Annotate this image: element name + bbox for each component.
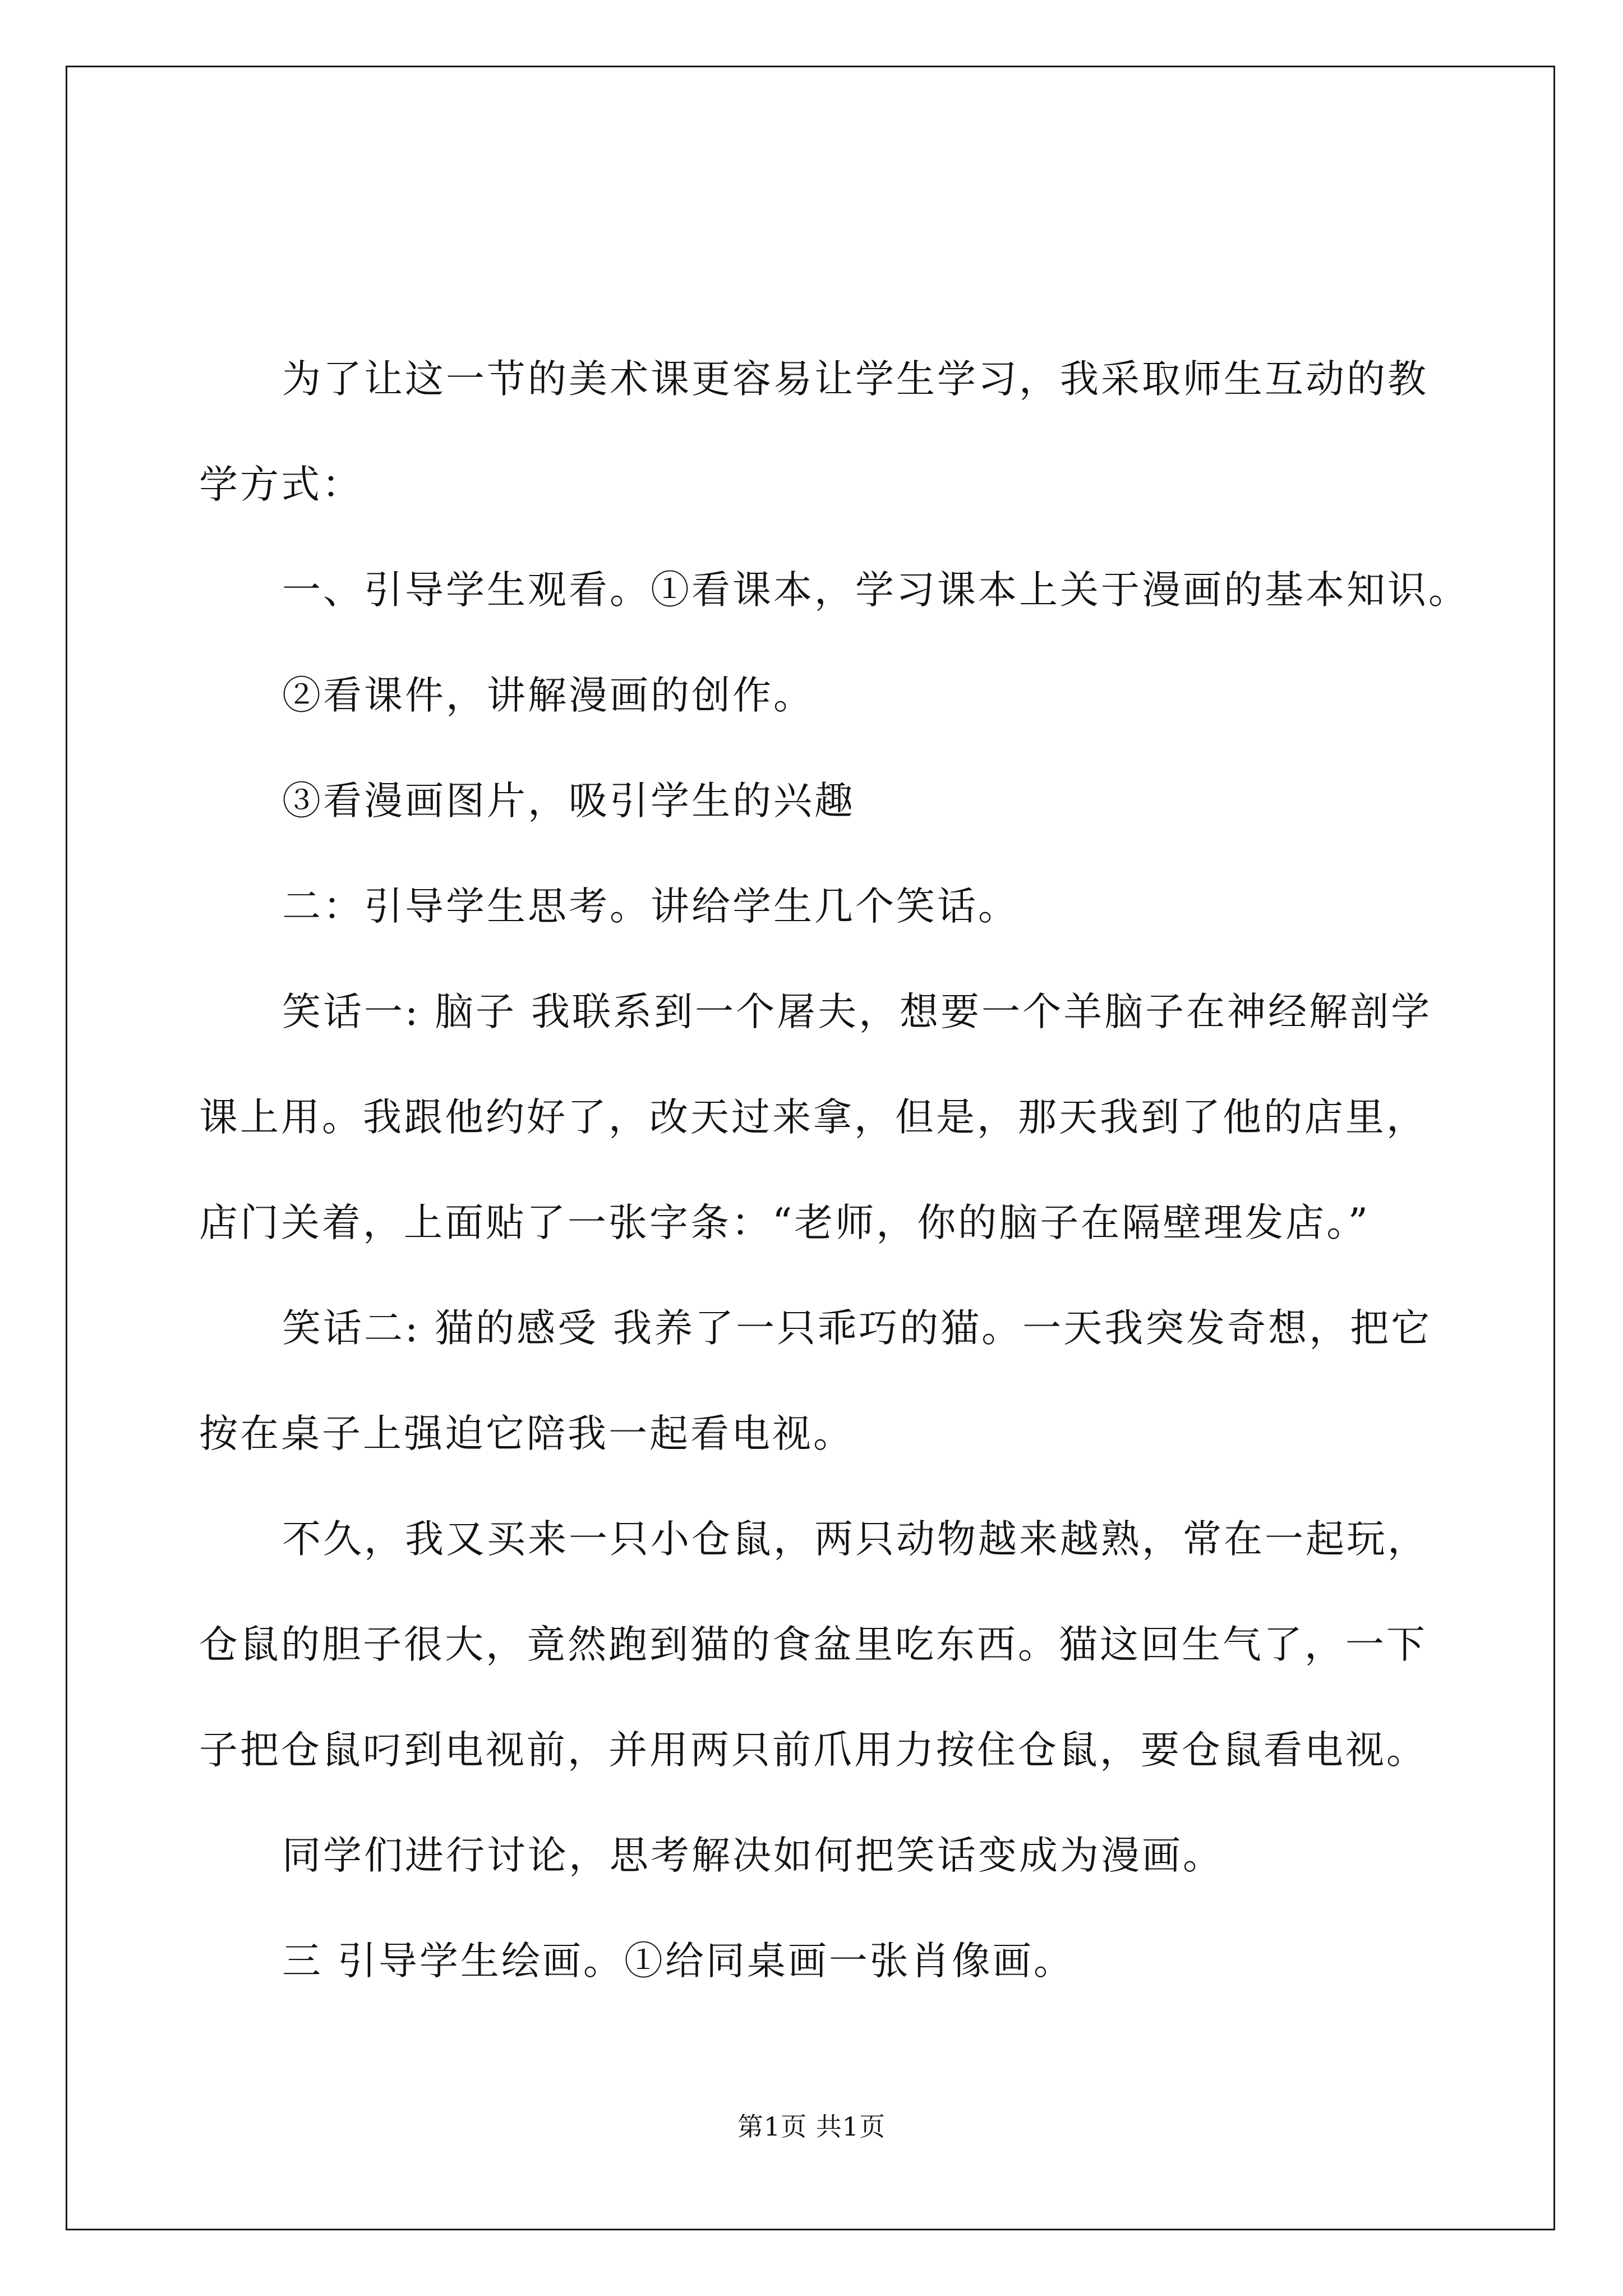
- paragraph-4: [199, 748, 1455, 854]
- paragraph-10: [199, 1908, 1455, 2014]
- paragraph-line: 子把仓鼠叼到电视前，并用两只前爪用力按住仓鼠，要仓鼠看电视。: [199, 1728, 1427, 1773]
- paragraph-line: 笑话二: 猫的感受 我养了一只乖巧的猫。一天我突发奇想，把它: [282, 1306, 1432, 1351]
- paragraph-line: 二：引导学生思考。讲给学生几个笑话。: [282, 884, 1019, 929]
- paragraph-8: [199, 1487, 1455, 1803]
- paragraph-line: 店门关着，上面贴了一张字条：“老师，你的脑子在隔壁理发店。”: [199, 1200, 1371, 1245]
- paragraph-line: 不久，我又买来一只小仓鼠，两只动物越来越熟，常在一起玩，: [282, 1517, 1428, 1562]
- document-body: [199, 326, 1469, 2014]
- paragraph-6: [199, 959, 1455, 1276]
- paragraph-line: 为了让这一节的美术课更容易让学生学习，我采取师生互动的教: [282, 357, 1428, 402]
- paragraph-3: [199, 643, 1455, 748]
- paragraph-7: [199, 1276, 1455, 1487]
- paragraph-9: [199, 1803, 1455, 1908]
- paragraph-line: 仓鼠的胆子很大，竟然跑到猫的食盆里吃东西。猫这回生气了，一下: [199, 1622, 1427, 1667]
- page-number-footer: 第1页 共1页: [737, 2111, 886, 2142]
- paragraph-line: ②看课件，讲解漫画的创作。: [282, 673, 814, 718]
- paragraph-line: 一、引导学生观看。①看课本，学习课本上关于漫画的基本知识。: [282, 568, 1469, 613]
- paragraph-2: [199, 537, 1469, 643]
- paragraph-line: 按在桌子上强迫它陪我一起看电视。: [199, 1411, 854, 1456]
- paragraph-line: 学方式：: [199, 462, 363, 507]
- paragraph-1: [199, 326, 1455, 537]
- paragraph-line: 课上用。我跟他约好了，改天过来拿，但是，那天我到了他的店里，: [199, 1095, 1427, 1140]
- paragraph-line: ③看漫画图片，吸引学生的兴趣: [282, 779, 855, 823]
- paragraph-5: [199, 854, 1455, 959]
- paragraph-line: 同学们进行讨论，思考解决如何把笑话变成为漫画。: [282, 1833, 1224, 1878]
- paragraph-line: 笑话一: 脑子 我联系到一个屠夫，想要一个羊脑子在神经解剖学: [282, 990, 1432, 1034]
- paragraph-line: 三 引导学生绘画。①给同桌画一张肖像画。: [282, 1939, 1075, 1984]
